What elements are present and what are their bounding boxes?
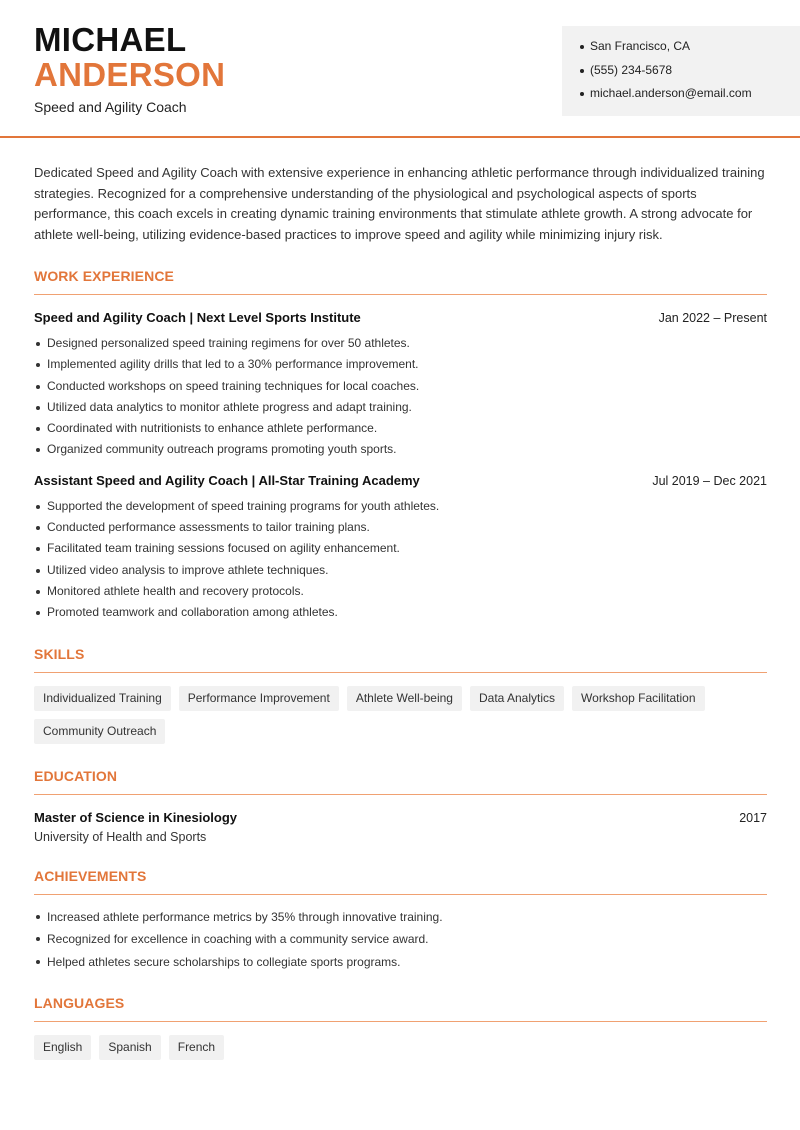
list-item: Utilized data analytics to monitor athlete progress and adapt training. <box>34 397 767 418</box>
section-title-skills: SKILLS <box>34 646 767 673</box>
list-item: Helped athletes secure scholarships to collegiate sports programs. <box>34 951 767 974</box>
section-title-languages: LANGUAGES <box>34 995 767 1022</box>
list-item: Facilitated team training sessions focused on agility enhancement. <box>34 538 767 559</box>
summary-paragraph: Dedicated Speed and Agility Coach with extensive experience in enhancing athletic performance through individualized training strategies. Recognized for a comprehensive understanding of the physiological and psychological aspects of sports performance, this coach excels in creating dynamic training environments that stimulate athlete growth. A strong advocate for athlete well-being, utilizing evidence-based practices to improve speed and agility while minimizing injury risk. <box>34 165 765 242</box>
skill-tag: Data Analytics <box>470 686 564 711</box>
job-header <box>34 473 767 488</box>
section-title-achievements: ACHIEVEMENTS <box>34 868 767 895</box>
list-item: Utilized video analysis to improve athlete techniques. <box>34 560 767 581</box>
candidate-name <box>34 22 225 92</box>
job-date: Jul 2019 – Dec 2021 <box>652 473 767 488</box>
list-item: Promoted teamwork and collaboration among athletes. <box>34 602 767 623</box>
education-year: 2017 <box>739 810 767 825</box>
first-name: MICHAEL <box>34 21 187 58</box>
list-item: Designed personalized speed training regimens for over 50 athletes. <box>34 333 767 354</box>
language-tag: English <box>34 1035 91 1060</box>
job-title: Speed and Agility Coach | Next Level Sports Institute <box>34 310 361 325</box>
list-item: Recognized for excellence in coaching with a community service award. <box>34 928 767 951</box>
contact-box <box>562 26 800 116</box>
list-item: Supported the development of speed training programs for youth athletes. <box>34 496 767 517</box>
education-section <box>34 768 767 844</box>
language-tag: French <box>169 1035 224 1060</box>
job-title: Assistant Speed and Agility Coach | All-Star Training Academy <box>34 472 420 488</box>
list-item: Conducted performance assessments to tailor training plans. <box>34 517 767 538</box>
resume-header <box>0 0 800 138</box>
job-header <box>34 310 767 325</box>
last-name: ANDERSON <box>34 56 226 93</box>
job-bullets <box>34 496 767 624</box>
language-tags <box>34 1035 767 1060</box>
skill-tag: Performance Improvement <box>179 686 339 711</box>
language-tag: Spanish <box>99 1035 160 1060</box>
job-title-headline: Speed and Agility Coach <box>34 99 187 115</box>
list-item: Organized community outreach programs promoting youth sports. <box>34 439 767 460</box>
skills-section <box>34 646 767 744</box>
skills-tags <box>34 686 767 744</box>
job-date: Jan 2022 – Present <box>658 311 767 325</box>
contact-phone: (555) 234-5678 <box>580 62 800 86</box>
job-bullets <box>34 333 767 461</box>
section-title-education: EDUCATION <box>34 768 767 795</box>
education-header <box>34 810 767 825</box>
skill-tag: Community Outreach <box>34 719 165 744</box>
list-item: Implemented agility drills that led to a 30% performance improvement. <box>34 354 767 375</box>
achievements-section <box>34 868 767 974</box>
list-item: Conducted workshops on speed training techniques for local coaches. <box>34 376 767 397</box>
education-school: University of Health and Sports <box>34 829 207 844</box>
achievement-list <box>34 906 767 974</box>
education-degree: Master of Science in Kinesiology <box>34 809 237 825</box>
contact-location: San Francisco, CA <box>580 38 800 62</box>
languages-section <box>34 995 767 1060</box>
skill-tag: Individualized Training <box>34 686 171 711</box>
resume-body <box>34 163 767 1060</box>
list-item: Increased athlete performance metrics by 35% through innovative training. <box>34 906 767 929</box>
contact-email: michael.anderson@email.com <box>580 85 800 109</box>
work-experience-section <box>34 268 767 624</box>
list-item: Coordinated with nutritionists to enhance athlete performance. <box>34 418 767 439</box>
skill-tag: Athlete Well-being <box>347 686 462 711</box>
skill-tag: Workshop Facilitation <box>572 686 705 711</box>
section-title-work: WORK EXPERIENCE <box>34 268 767 295</box>
list-item: Monitored athlete health and recovery protocols. <box>34 581 767 602</box>
